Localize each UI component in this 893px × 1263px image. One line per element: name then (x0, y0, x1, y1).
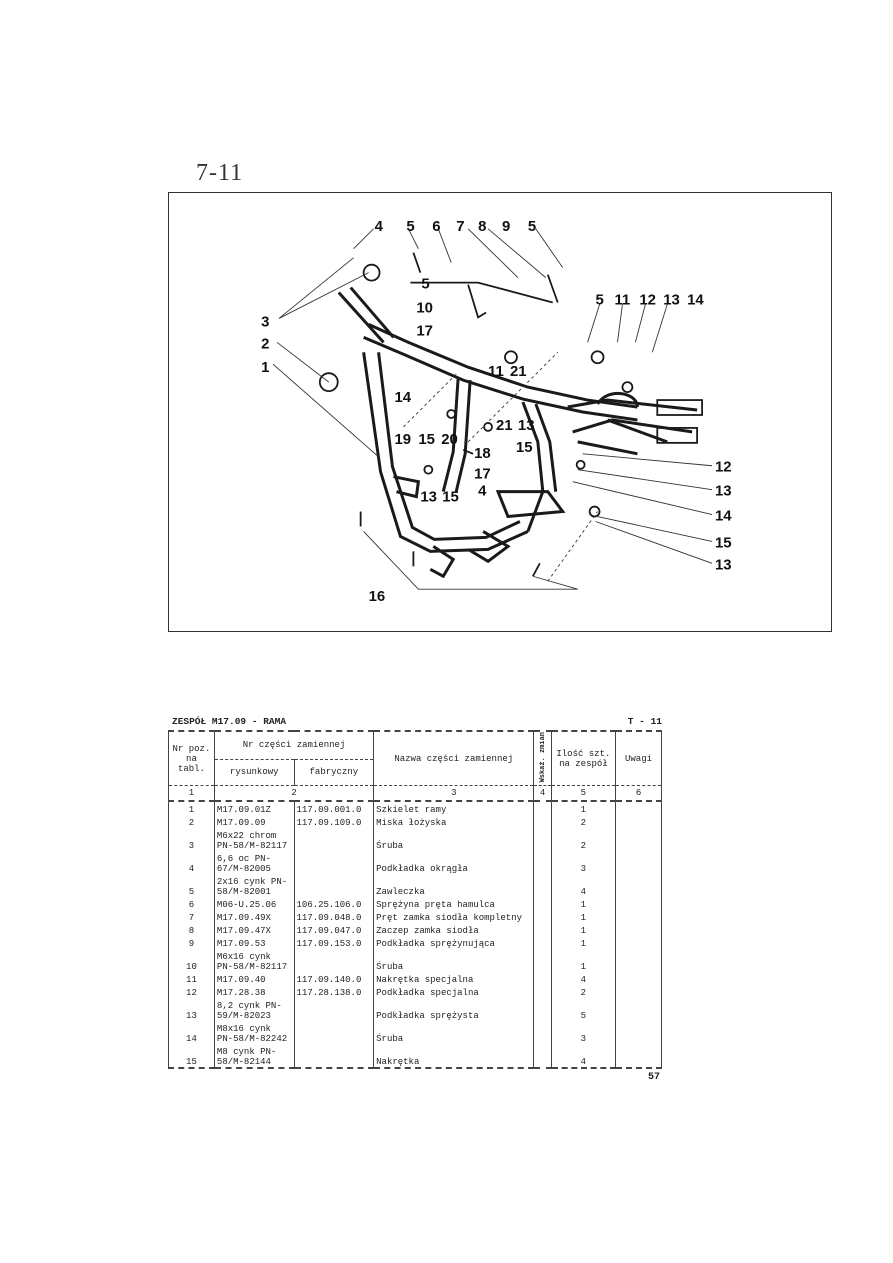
header-pos: Nr poz. na tabl. (169, 731, 215, 786)
header-qty: Ilość szt. na zespół (551, 731, 615, 786)
cell-empty (616, 936, 662, 949)
cell-empty (616, 1044, 662, 1068)
callout-label: 14 (394, 389, 412, 407)
cell-pos: 10 (169, 949, 215, 972)
callout-label: 5 (595, 291, 604, 309)
cell-pos: 2 (169, 815, 215, 828)
cell-name: Sprężyna pręta hamulca (374, 897, 534, 910)
table-row (169, 936, 662, 949)
callout-label: 8 (478, 217, 487, 235)
cell-drawing: M17.09.49X (214, 910, 294, 923)
col-number: 3 (374, 786, 534, 802)
cell-name: Śruba (374, 1021, 534, 1044)
table-row (169, 1044, 662, 1068)
cell-empty (616, 910, 662, 923)
cell-qty: 3 (551, 1021, 615, 1044)
cell-pos: 13 (169, 998, 215, 1021)
cell-pos: 7 (169, 910, 215, 923)
cell-name: Śruba (374, 828, 534, 851)
callout-label: 11 (614, 291, 631, 309)
cell-empty (616, 801, 662, 815)
cell-name: Nakrętka (374, 1044, 534, 1068)
cell-drawing: 8,2 cynk PN-59/M-82023 (214, 998, 294, 1021)
cell-drawing: M17.09.53 (214, 936, 294, 949)
cell-empty (534, 910, 551, 923)
parts-table (168, 730, 662, 1069)
cell-name: Podkładka sprężynująca (374, 936, 534, 949)
table-id: T - 11 (627, 716, 662, 727)
cell-factory (294, 1021, 374, 1044)
cell-factory (294, 1044, 374, 1068)
callout-label: 17 (416, 322, 433, 340)
cell-pos: 9 (169, 936, 215, 949)
cell-pos: 12 (169, 985, 215, 998)
cell-empty (616, 815, 662, 828)
cell-empty (616, 923, 662, 936)
header-drawing: rysunkowy (214, 759, 294, 786)
cell-name: Zawleczka (374, 874, 534, 897)
cell-qty: 1 (551, 897, 615, 910)
cell-empty (534, 1044, 551, 1068)
table-row (169, 998, 662, 1021)
callout-label: 21 (496, 416, 513, 434)
cell-empty (534, 972, 551, 985)
callout-label: 21 (509, 363, 527, 381)
cell-drawing: M06-U.25.06 (214, 897, 294, 910)
header-notes: Uwagi (616, 731, 662, 786)
callout-label: 15 (715, 534, 732, 552)
callout-label: 5 (527, 217, 537, 235)
cell-empty (616, 972, 662, 985)
table-row (169, 949, 662, 972)
cell-qty: 1 (551, 923, 615, 936)
cell-pos: 3 (169, 828, 215, 851)
cell-factory (294, 828, 374, 851)
cell-pos: 4 (169, 851, 215, 874)
table-row (169, 923, 662, 936)
callout-label: 13 (715, 482, 732, 500)
cell-empty (534, 897, 551, 910)
cell-drawing: 2x16 cynk PN-58/M-82001 (214, 874, 294, 897)
cell-name: Szkielet ramy (374, 801, 534, 815)
page-number: 57 (648, 1072, 661, 1083)
table-row (169, 910, 662, 923)
callout-label: 4 (374, 217, 383, 235)
frame-diagram (169, 193, 831, 631)
callout-label: 14 (715, 507, 732, 525)
cell-empty (616, 897, 662, 910)
cell-drawing: M17.09.40 (214, 972, 294, 985)
callout-label: 5 (421, 275, 430, 293)
cell-factory (294, 949, 374, 972)
table-row (169, 1021, 662, 1044)
table-row (169, 897, 662, 910)
cell-name: Pręt zamka siodła kompletny (374, 910, 534, 923)
cell-empty (616, 949, 662, 972)
cell-empty (616, 874, 662, 897)
cell-empty (534, 923, 551, 936)
callout-label: 18 (474, 444, 491, 462)
cell-empty (534, 851, 551, 874)
callout-label: 13 (715, 556, 732, 574)
callout-label: 13 (663, 291, 680, 309)
header-indicator-text: Wskaź. zmian (538, 732, 547, 783)
callout-label: 15 (515, 438, 533, 456)
cell-empty (534, 801, 551, 815)
callout-label: 14 (687, 291, 704, 309)
figure-tag: 7-11 (196, 160, 244, 186)
cell-qty: 2 (551, 985, 615, 998)
header-indicator (534, 731, 551, 786)
table-row (169, 851, 662, 874)
callout-label: 17 (474, 465, 491, 483)
cell-factory: 117.28.138.0 (294, 985, 374, 998)
table-row (169, 972, 662, 985)
cell-empty (534, 1021, 551, 1044)
table-row (169, 874, 662, 897)
cell-empty (616, 998, 662, 1021)
table-row (169, 801, 662, 815)
cell-drawing: M17.09.47X (214, 923, 294, 936)
cell-name: Zaczep zamka siodła (374, 923, 534, 936)
callout-label: 10 (416, 299, 433, 317)
cell-qty: 4 (551, 1044, 615, 1068)
cell-factory (294, 998, 374, 1021)
cell-empty (616, 851, 662, 874)
col-number: 5 (551, 786, 615, 802)
callout-label: 5 (406, 217, 415, 235)
cell-drawing: M17.28.38 (214, 985, 294, 998)
cell-pos: 14 (169, 1021, 215, 1044)
callout-label: 15 (442, 488, 459, 506)
cell-factory: 117.09.048.0 (294, 910, 374, 923)
cell-qty: 1 (551, 910, 615, 923)
cell-factory: 117.09.001.0 (294, 801, 374, 815)
cell-factory: 117.09.047.0 (294, 923, 374, 936)
cell-empty (616, 1021, 662, 1044)
col-number: 6 (616, 786, 662, 802)
cell-pos: 8 (169, 923, 215, 936)
cell-empty (534, 949, 551, 972)
cell-qty: 1 (551, 801, 615, 815)
callout-label: 11 (488, 363, 504, 381)
cell-qty: 2 (551, 815, 615, 828)
table-row (169, 828, 662, 851)
cell-pos: 15 (169, 1044, 215, 1068)
cell-factory (294, 874, 374, 897)
cell-factory: 117.09.140.0 (294, 972, 374, 985)
cell-name: Nakrętka specjalna (374, 972, 534, 985)
callout-label: 13 (517, 416, 535, 434)
table-row (169, 985, 662, 998)
header-factory: fabryczny (294, 759, 374, 786)
cell-name: Miska łożyska (374, 815, 534, 828)
col-number: 2 (214, 786, 373, 802)
cell-drawing: M6x16 cynk PN-58/M-82117 (214, 949, 294, 972)
cell-empty (534, 985, 551, 998)
table-row (169, 815, 662, 828)
cell-factory: 106.25.106.0 (294, 897, 374, 910)
cell-drawing: M17.09.09 (214, 815, 294, 828)
cell-drawing: 6,6 oc PN-67/M-82005 (214, 851, 294, 874)
cell-pos: 5 (169, 874, 215, 897)
col-number: 4 (534, 786, 551, 802)
cell-qty: 3 (551, 851, 615, 874)
cell-qty: 4 (551, 972, 615, 985)
cell-drawing: M6x22 chrom PN-58/M-82117 (214, 828, 294, 851)
callout-label: 13 (420, 488, 437, 506)
cell-empty (534, 874, 551, 897)
header-name: Nazwa części zamiennej (374, 731, 534, 786)
callout-label: 16 (368, 588, 386, 606)
callout-label: 3 (261, 313, 270, 331)
group-title: ZESPÓŁ M17.09 - RAMA (172, 716, 287, 727)
cell-empty (534, 828, 551, 851)
callout-label: 1 (261, 359, 270, 377)
cell-qty: 1 (551, 949, 615, 972)
cell-empty (534, 998, 551, 1021)
cell-qty: 2 (551, 828, 615, 851)
cell-qty: 1 (551, 936, 615, 949)
cell-qty: 4 (551, 874, 615, 897)
callout-label: 9 (501, 217, 511, 235)
cell-factory: 117.09.153.0 (294, 936, 374, 949)
cell-drawing: M8x16 cynk PN-58/M-82242 (214, 1021, 294, 1044)
cell-factory: 117.09.109.0 (294, 815, 374, 828)
cell-name: Podkładka sprężysta (374, 998, 534, 1021)
callout-label: 7 (456, 217, 465, 235)
callout-label: 2 (261, 335, 270, 353)
cell-empty (534, 936, 551, 949)
cell-empty (534, 815, 551, 828)
cell-qty: 5 (551, 998, 615, 1021)
callout-label: 6 (432, 217, 441, 235)
cell-drawing: M17.09.01Z (214, 801, 294, 815)
cell-pos: 11 (169, 972, 215, 985)
callout-label: 12 (715, 458, 732, 476)
cell-name: Śruba (374, 949, 534, 972)
callout-label: 15 (418, 430, 435, 448)
cell-empty (616, 985, 662, 998)
exploded-frame-drawing (168, 192, 832, 632)
cell-name: Podkładka specjalna (374, 985, 534, 998)
callout-label: 4 (478, 482, 487, 500)
callout-label: 19 (394, 430, 412, 448)
col-number: 1 (169, 786, 215, 802)
cell-name: Podkładka okrągła (374, 851, 534, 874)
callout-label: 20 (441, 430, 458, 448)
cell-factory (294, 851, 374, 874)
cell-empty (616, 828, 662, 851)
cell-pos: 6 (169, 897, 215, 910)
cell-pos: 1 (169, 801, 215, 815)
callout-label: 12 (639, 291, 656, 309)
cell-drawing: M8 cynk PN-58/M-82144 (214, 1044, 294, 1068)
header-part-no: Nr części zamiennej (214, 731, 373, 759)
